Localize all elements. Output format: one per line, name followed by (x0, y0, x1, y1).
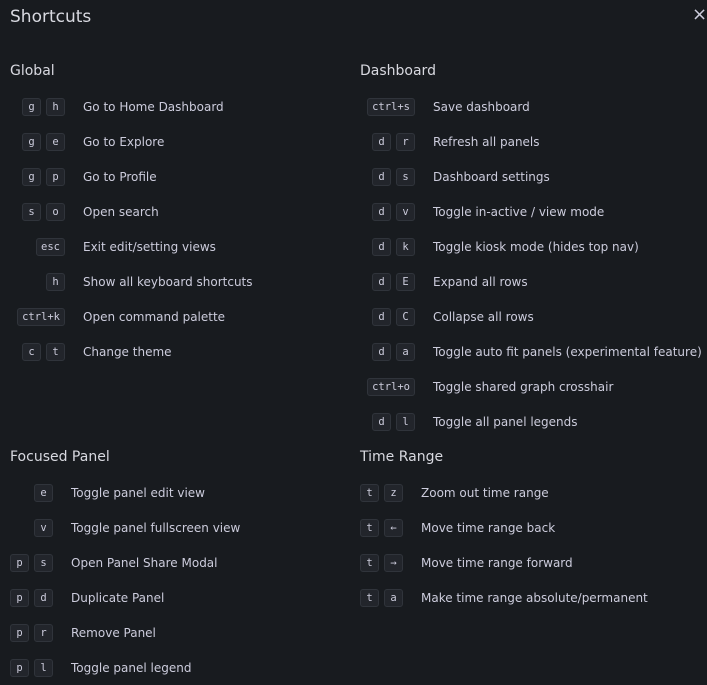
shortcut-keys (360, 413, 415, 431)
key-cap: g (22, 133, 41, 151)
shortcut-description: Toggle auto fit panels (experimental feature) (433, 344, 702, 359)
shortcut-keys (10, 343, 65, 361)
key-cap: g (22, 168, 41, 186)
shortcut-description: Toggle all panel legends (433, 414, 578, 429)
shortcut-row (360, 159, 702, 194)
key-cap: C (396, 308, 415, 326)
shortcut-description: Duplicate Panel (71, 590, 165, 605)
shortcut-description: Toggle panel legend (71, 660, 192, 675)
key-cap: r (396, 133, 415, 151)
shortcut-row (360, 334, 702, 369)
section-title-dashboard: Dashboard (360, 63, 436, 79)
key-cap: s (34, 554, 53, 572)
shortcut-row (10, 229, 253, 264)
key-cap: p (10, 589, 29, 607)
shortcut-description: Open Panel Share Modal (71, 555, 218, 570)
shortcut-row (10, 545, 240, 580)
key-cap: d (372, 238, 391, 256)
key-cap: s (22, 203, 41, 221)
shortcut-description: Refresh all panels (433, 134, 540, 149)
shortcut-row (10, 510, 240, 545)
shortcut-row (10, 299, 253, 334)
key-cap: d (372, 413, 391, 431)
key-cap: ← (384, 519, 403, 537)
shortcut-description: Open command palette (83, 309, 226, 324)
key-cap: o (46, 203, 65, 221)
shortcut-list-dashboard (360, 89, 702, 439)
shortcut-description: Go to Explore (83, 134, 165, 149)
key-cap: h (46, 273, 65, 291)
shortcut-keys (360, 519, 403, 537)
shortcut-description: Toggle panel fullscreen view (71, 520, 241, 535)
key-cap: d (372, 273, 391, 291)
shortcut-row (10, 194, 253, 229)
shortcut-list-global (10, 89, 253, 369)
section-global (10, 62, 253, 369)
shortcut-description: Move time range forward (421, 555, 573, 570)
shortcut-row (360, 475, 648, 510)
section-time-range (360, 448, 648, 615)
shortcut-keys (10, 168, 65, 186)
shortcut-description: Toggle panel edit view (71, 485, 205, 500)
shortcut-description: Exit edit/setting views (83, 239, 216, 254)
key-cap: d (372, 343, 391, 361)
shortcut-row (10, 159, 253, 194)
key-cap: r (34, 624, 53, 642)
shortcut-keys (10, 554, 53, 572)
key-cap: l (34, 659, 53, 677)
modal-title: Shortcuts (10, 7, 92, 27)
key-cap: t (360, 554, 379, 572)
shortcut-keys (360, 308, 415, 326)
shortcut-row (360, 545, 648, 580)
shortcut-description: Expand all rows (433, 274, 528, 289)
shortcut-keys (360, 484, 403, 502)
key-cap: d (372, 308, 391, 326)
key-cap: d (372, 168, 391, 186)
shortcut-keys (10, 133, 65, 151)
shortcut-keys (10, 589, 53, 607)
key-cap: v (34, 519, 53, 537)
shortcut-row (360, 89, 702, 124)
shortcut-row (10, 580, 240, 615)
shortcut-keys (10, 98, 65, 116)
shortcut-keys (360, 203, 415, 221)
shortcut-description: Collapse all rows (433, 309, 534, 324)
shortcut-list-time-range (360, 475, 648, 615)
shortcut-description: Make time range absolute/permanent (421, 590, 648, 605)
key-cap: g (22, 98, 41, 116)
key-cap: k (396, 238, 415, 256)
shortcut-row (360, 229, 702, 264)
key-cap: e (34, 484, 53, 502)
key-cap: h (46, 98, 65, 116)
shortcut-row (10, 124, 253, 159)
shortcut-description: Go to Profile (83, 169, 157, 184)
key-cap: t (360, 484, 379, 502)
shortcut-row (360, 194, 702, 229)
key-cap: → (384, 554, 403, 572)
shortcut-description: Save dashboard (433, 99, 530, 114)
key-cap: a (396, 343, 415, 361)
shortcut-description: Toggle kiosk mode (hides top nav) (433, 239, 639, 254)
shortcut-row (10, 89, 253, 124)
key-cap: d (372, 133, 391, 151)
shortcut-keys (360, 238, 415, 256)
shortcut-keys (10, 659, 53, 677)
shortcut-keys (10, 484, 53, 502)
shortcut-description: Toggle in-active / view mode (433, 204, 605, 219)
shortcut-row (10, 334, 253, 369)
shortcut-keys (360, 133, 415, 151)
shortcut-keys (10, 519, 53, 537)
shortcut-keys (360, 589, 403, 607)
shortcut-description: Open search (83, 204, 159, 219)
shortcut-description: Show all keyboard shortcuts (83, 274, 253, 289)
key-cap: p (10, 624, 29, 642)
shortcut-row (10, 264, 253, 299)
key-cap: t (360, 519, 379, 537)
shortcut-keys (360, 343, 415, 361)
section-title-focused-panel: Focused Panel (10, 449, 110, 465)
shortcut-keys (360, 378, 415, 396)
shortcut-row (360, 404, 702, 439)
shortcut-keys (10, 273, 65, 291)
shortcut-row (10, 615, 240, 650)
key-cap: d (372, 203, 391, 221)
shortcut-keys (10, 308, 65, 326)
shortcut-keys (360, 273, 415, 291)
key-cap: c (22, 343, 41, 361)
key-cap: t (46, 343, 65, 361)
section-focused-panel (10, 448, 240, 685)
section-title-time-range: Time Range (360, 449, 444, 465)
shortcut-row (10, 650, 240, 685)
key-cap: p (10, 659, 29, 677)
key-cap: l (396, 413, 415, 431)
shortcut-row (10, 475, 240, 510)
key-cap: a (384, 589, 403, 607)
key-cap: ctrl+o (367, 378, 415, 396)
key-cap: v (396, 203, 415, 221)
shortcut-description: Move time range back (421, 520, 556, 535)
key-cap: p (10, 554, 29, 572)
key-cap: d (34, 589, 53, 607)
shortcut-keys (10, 238, 65, 256)
key-cap: esc (36, 238, 65, 256)
shortcut-description: Dashboard settings (433, 169, 550, 184)
section-dashboard (360, 62, 702, 439)
shortcut-keys (360, 554, 403, 572)
shortcut-keys (10, 624, 53, 642)
key-cap: p (46, 168, 65, 186)
key-cap: z (384, 484, 403, 502)
key-cap: ctrl+s (367, 98, 415, 116)
shortcut-description: Go to Home Dashboard (83, 99, 224, 114)
shortcut-list-focused-panel (10, 475, 240, 685)
shortcut-description: Zoom out time range (421, 485, 549, 500)
shortcut-row (360, 580, 648, 615)
key-cap: e (46, 133, 65, 151)
shortcut-row (360, 369, 702, 404)
close-icon[interactable]: × (692, 4, 707, 25)
shortcut-keys (360, 98, 415, 116)
shortcut-description: Remove Panel (71, 625, 156, 640)
key-cap: t (360, 589, 379, 607)
shortcut-description: Change theme (83, 344, 172, 359)
shortcut-row (360, 264, 702, 299)
shortcut-keys (360, 168, 415, 186)
key-cap: ctrl+k (17, 308, 65, 326)
shortcut-description: Toggle shared graph crosshair (433, 379, 614, 394)
shortcut-row (360, 124, 702, 159)
section-title-global: Global (10, 63, 55, 79)
shortcut-keys (10, 203, 65, 221)
shortcut-row (360, 299, 702, 334)
key-cap: s (396, 168, 415, 186)
key-cap: E (396, 273, 415, 291)
shortcut-row (360, 510, 648, 545)
